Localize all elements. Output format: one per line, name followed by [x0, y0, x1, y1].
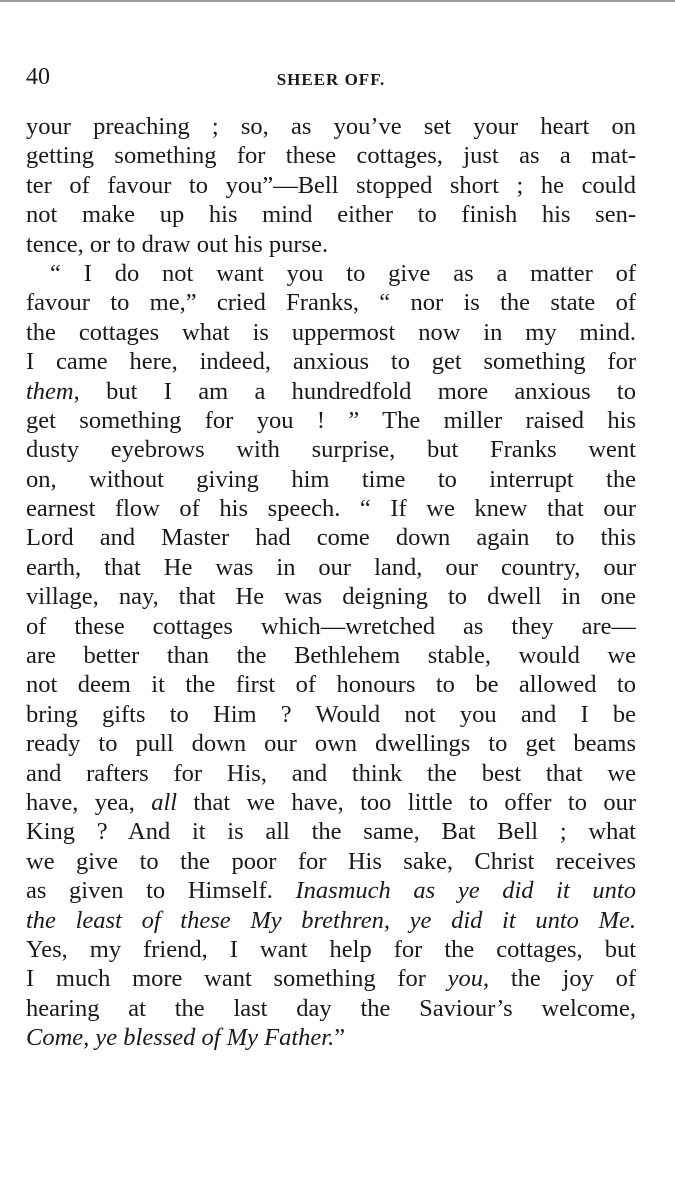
text-segment: Lord and Master had come down again to this [26, 524, 636, 552]
italic-text: Come, ye blessed of My Father. [26, 1024, 335, 1052]
text-segment: ter of favour to you”—Bell stopped short ; he could [26, 171, 636, 199]
page-header [26, 64, 636, 98]
text-segment: dusty eyebrows with surprise, but Franks went [26, 436, 636, 464]
text-line [26, 288, 636, 317]
text-segment: ” [334, 1024, 346, 1052]
text-segment: King ? And it is all the same, Bat Bell ; what [26, 818, 636, 846]
text-segment: that we have, too little to offer to our [177, 788, 636, 816]
text-segment: we give to the poor for His sake, Christ receives [26, 847, 636, 875]
text-line [26, 788, 636, 817]
text-segment: not make up his mind either to finish his sen- [26, 201, 636, 229]
text-line [26, 1023, 636, 1052]
text-segment: on, without giving him time to interrupt the [26, 465, 636, 493]
italic-text: them [26, 377, 74, 405]
text-segment: your preaching ; so, as you’ve set your heart on [26, 113, 636, 140]
text-line [26, 112, 636, 141]
text-line [26, 171, 636, 200]
text-segment: , but I am a hundredfold more anxious to [73, 377, 636, 405]
text-segment: , the joy of [483, 965, 637, 993]
body-text [26, 112, 636, 1053]
text-line [26, 641, 636, 670]
text-segment: I came here, indeed, anxious to get something for [26, 348, 636, 376]
text-segment: bring gifts to Him ? Would not you and I be [26, 700, 636, 728]
text-segment: earnest flow of his speech. “ If we knew that our [26, 495, 636, 523]
text-line [26, 141, 636, 170]
text-line [26, 906, 636, 935]
text-line [26, 759, 636, 788]
text-line [26, 259, 636, 288]
text-line [26, 847, 636, 876]
text-line [26, 612, 636, 641]
italic-text: all [151, 788, 178, 816]
italic-text: the least of these My brethren, ye did it unto Me. [26, 906, 636, 934]
text-line [26, 994, 636, 1023]
text-segment: ready to pull down our own dwellings to get beams [26, 730, 636, 758]
text-segment: I much more want something for [26, 965, 448, 993]
text-segment: getting something for these cottages, just as a mat- [26, 142, 636, 170]
text-line [26, 876, 636, 905]
text-segment: village, nay, that He was deigning to dwell in one [26, 583, 636, 611]
text-segment: “ I do not want you to give as a matter of [50, 259, 636, 287]
text-line [26, 200, 636, 229]
italic-text: Inasmuch as ye did it unto [295, 877, 636, 905]
text-segment: have, yea, [26, 788, 152, 816]
text-segment: are better than the Bethlehem stable, would we [26, 642, 636, 670]
text-line [26, 817, 636, 846]
text-line [26, 582, 636, 611]
text-segment: earth, that He was in our land, our country, our [26, 553, 636, 581]
text-segment: favour to me,” cried Franks, “ nor is the state of [26, 289, 636, 317]
text-segment: tence, or to draw out his purse. [26, 230, 329, 258]
book-page [26, 64, 636, 1053]
page-top-edge [0, 0, 675, 2]
running-head: SHEER OFF. [276, 70, 386, 89]
text-segment: and rafters for His, and think the best that we [26, 759, 636, 787]
text-segment: not deem it the first of honours to be allowed to [26, 671, 636, 699]
text-line [26, 230, 636, 259]
text-line [26, 523, 636, 552]
text-segment: the cottages what is uppermost now in my mind. [26, 318, 636, 346]
text-segment: as given to Himself. [26, 877, 296, 905]
text-line [26, 553, 636, 582]
text-line [26, 935, 636, 964]
text-line [26, 406, 636, 435]
text-line [26, 964, 636, 993]
text-line [26, 435, 636, 464]
text-line [26, 377, 636, 406]
text-line [26, 729, 636, 758]
text-line [26, 318, 636, 347]
text-segment: Yes, my friend, I want help for the cottages, but [26, 935, 636, 963]
text-segment: of these cottages which—wretched as they are— [26, 612, 636, 640]
text-line [26, 494, 636, 523]
text-line [26, 465, 636, 494]
text-line [26, 670, 636, 699]
text-segment: get something for you ! ” The miller raised his [26, 406, 636, 434]
page-number: 40 [26, 64, 50, 90]
italic-text: you [447, 965, 484, 993]
text-segment: hearing at the last day the Saviour’s welcome, [26, 994, 636, 1022]
text-line [26, 700, 636, 729]
text-line [26, 347, 636, 376]
